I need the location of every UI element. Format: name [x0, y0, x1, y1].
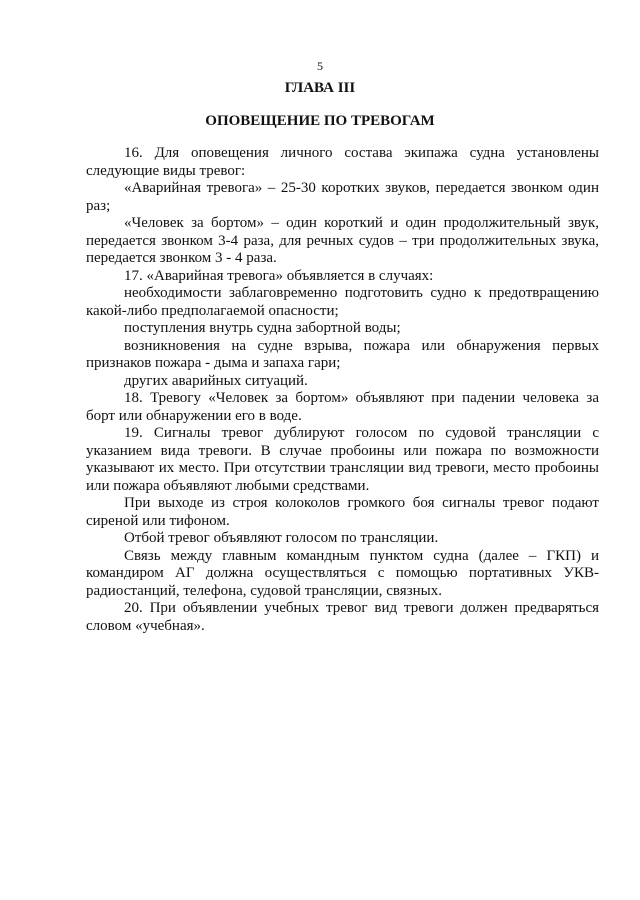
paragraph-16: 16. Для оповещения личного состава экипажа судна установлены следующие виды тревог:: [86, 145, 599, 179]
section-title: ОПОВЕЩЕНИЕ ПО ТРЕВОГАМ: [205, 113, 435, 129]
paragraph-alarm-cancel: Отбой тревог объявляют голосом по трансляции.: [124, 530, 439, 546]
paragraph-water-ingress: поступления внутрь судна забортной воды;: [124, 320, 401, 336]
paragraph-other-emergencies: других аварийных ситуаций.: [124, 372, 308, 389]
paragraph-prepare-ship: необходимости заблаговременно подготовить судно к предотвращению какой-либо предполагаемой опасности;: [86, 285, 599, 319]
body-text: [86, 145, 599, 635]
paragraph-communication: Связь между главным командным пунктом судна (далее – ГКП) и командиром АГ должна осуществляться с помощью портативных УКВ-радиостанций, телефона, судовой трансляции, связных.: [86, 547, 599, 599]
paragraph-fire-explosion: возникновения на судне взрыва, пожара или обнаружения первых признаков пожара - дыма и запаха гари;: [86, 337, 599, 371]
paragraph-19: 19. Сигналы тревог дублируют голосом по судовой трансляции с указанием вида тревоги. В случае пробоины или пожара по возможности указывают их место. При отсутствии трансляции вид тревоги, место пробоины или пожара объявляют любыми средствами.: [86, 425, 599, 494]
paragraph-siren: При выходе из строя колоколов громкого боя сигналы тревог подают сиреной или тифоном.: [86, 495, 599, 529]
paragraph-17: 17. «Аварийная тревога» объявляется в случаях:: [124, 267, 434, 284]
page-number: 5: [317, 59, 323, 73]
paragraph-emergency-alarm: «Аварийная тревога» – 25-30 коротких звуков, передается звонком один раз;: [86, 180, 599, 214]
paragraph-18: 18. Тревогу «Человек за бортом» объявляют при падении человека за борт или обнаружении его в воде.: [86, 390, 599, 424]
paragraph-20: 20. При объявлении учебных тревог вид тревоги должен предваряться словом «учебная».: [86, 600, 599, 634]
paragraph-man-overboard-signal: «Человек за бортом» – один короткий и один продолжительный звук, передается звонком 3-4 раза, для речных судов – три продолжительных звука, передается звонком 3 - 4 раза.: [86, 215, 599, 266]
chapter-heading: ГЛАВА III: [284, 80, 356, 96]
